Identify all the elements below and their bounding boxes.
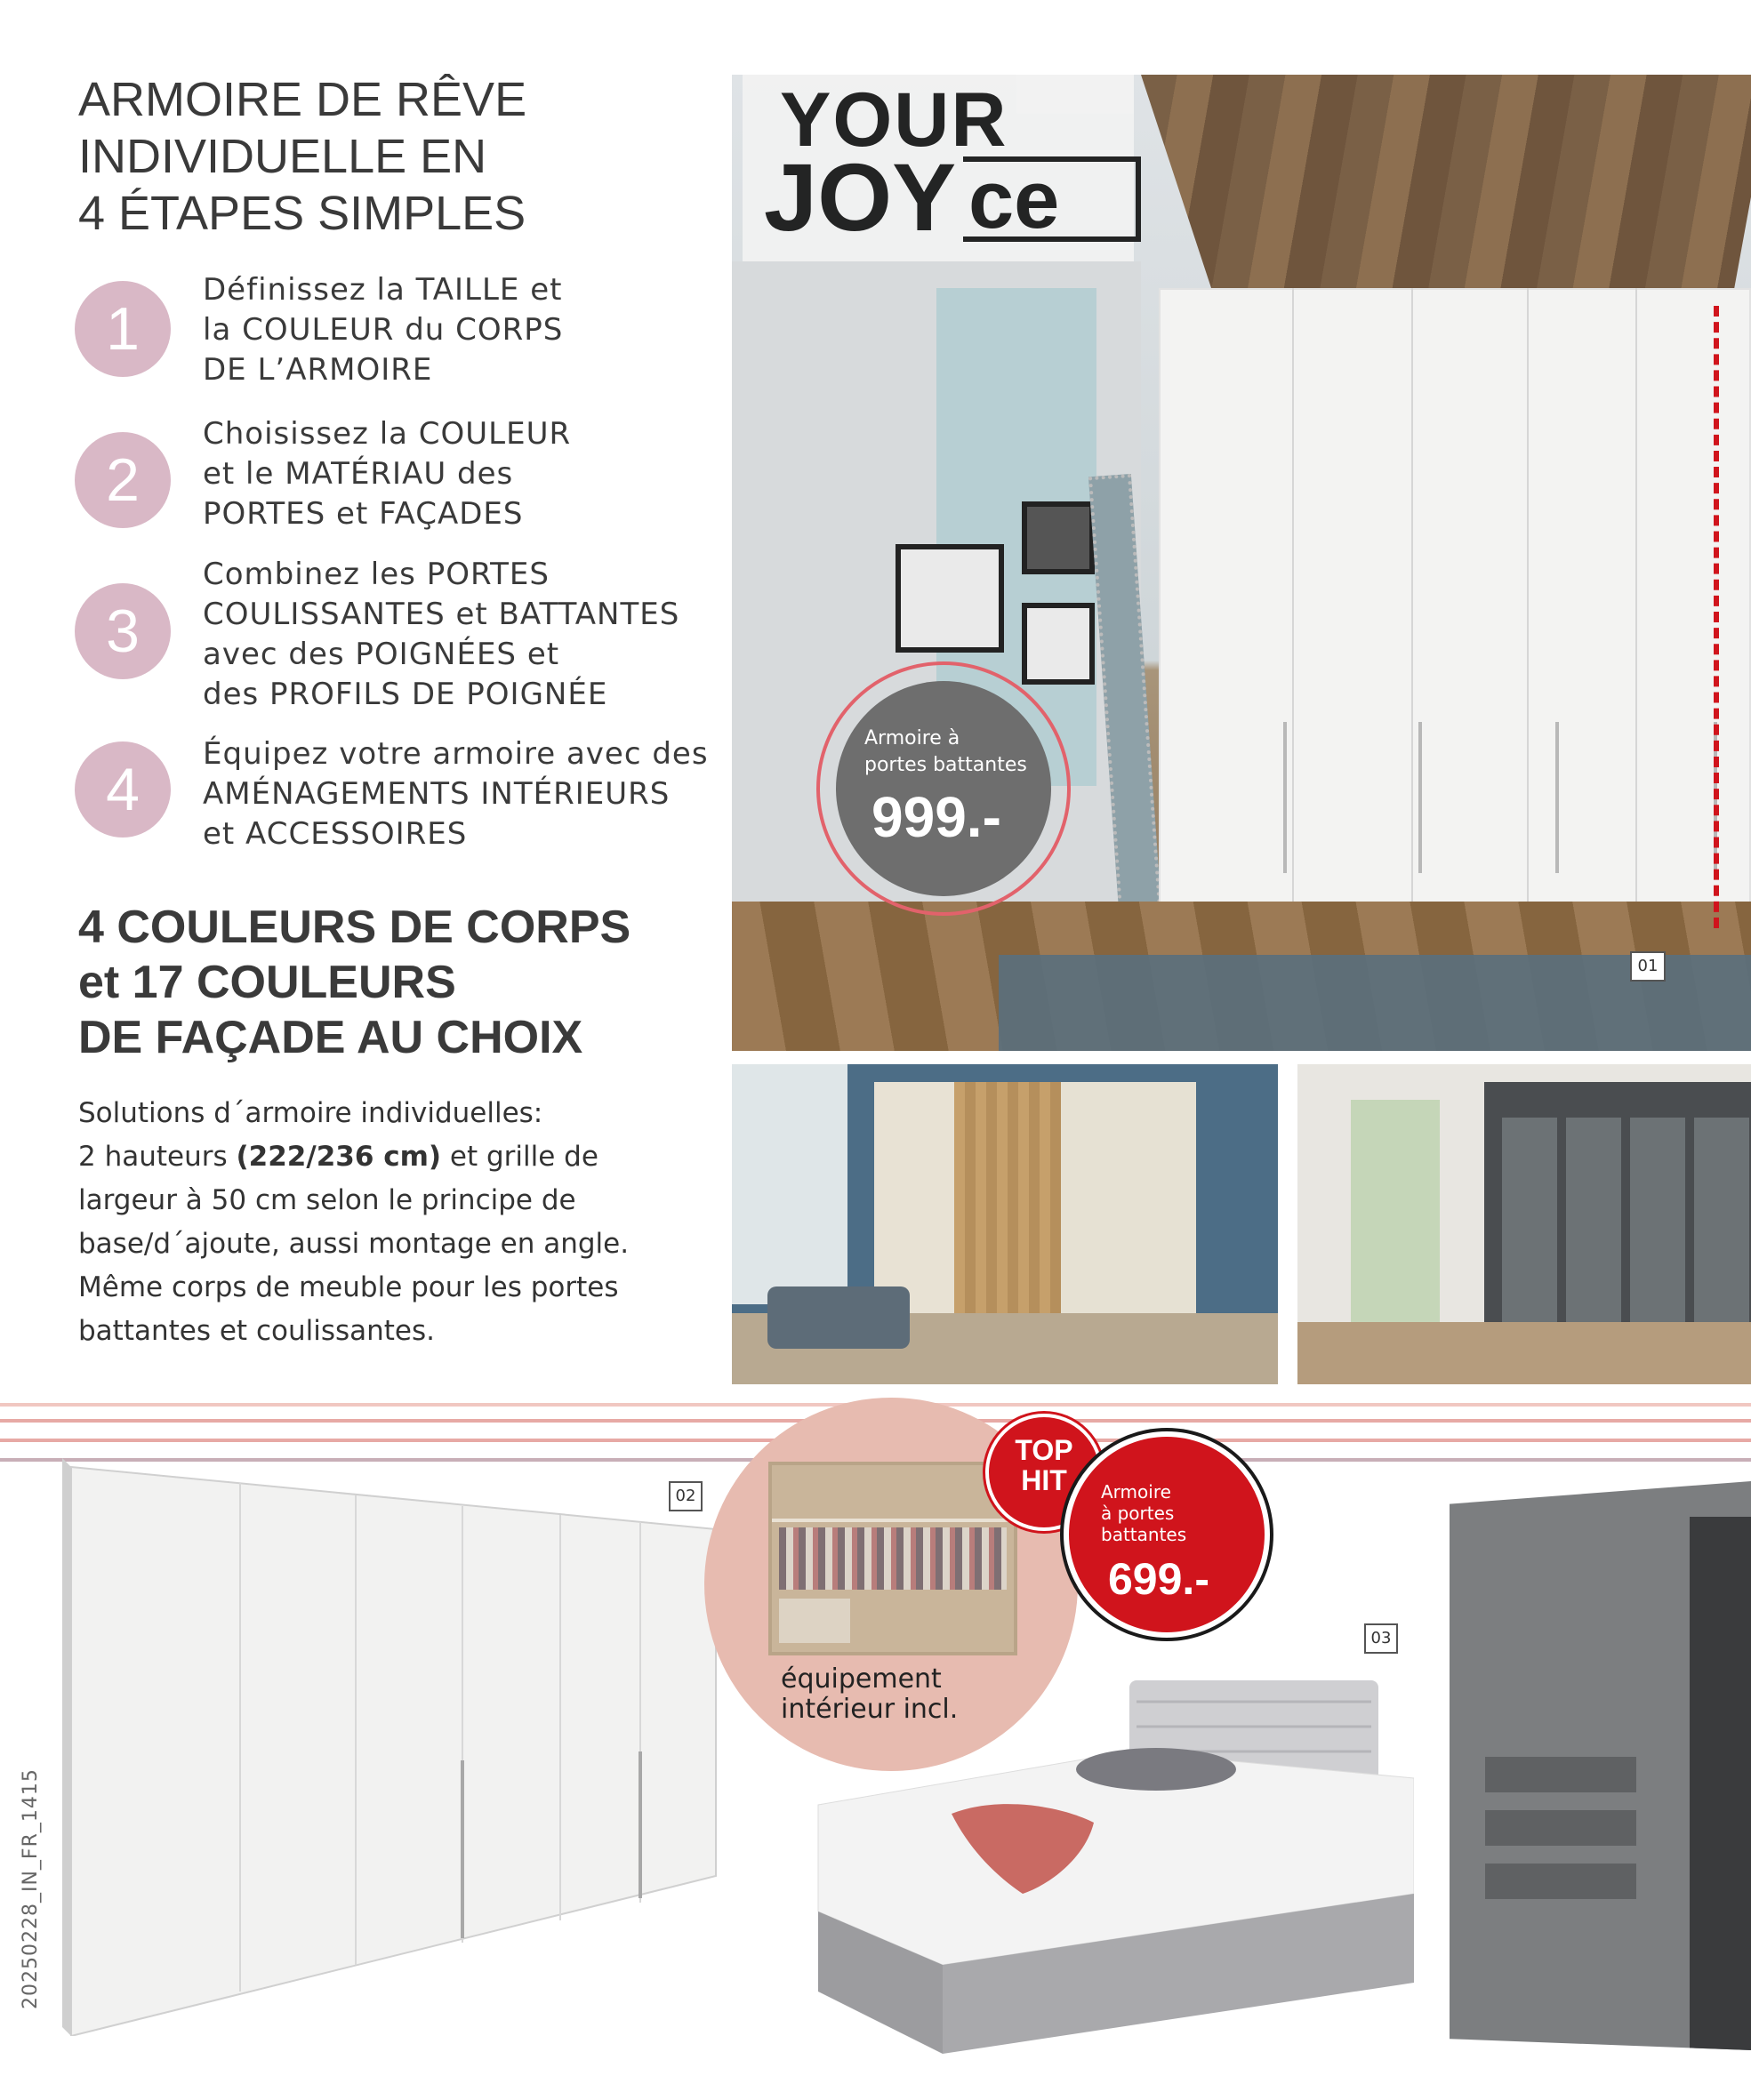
price-label-line: battantes xyxy=(1101,1524,1187,1545)
sliding-wardrobe-photo xyxy=(732,1064,1278,1384)
glass-wardrobe-photo xyxy=(1297,1064,1751,1384)
product-number-tag: 03 xyxy=(1364,1623,1398,1654)
page-title-line: INDIVIDUELLE EN xyxy=(78,130,487,183)
framed-picture xyxy=(1022,603,1095,685)
floor xyxy=(1297,1322,1751,1384)
door-handle xyxy=(1283,722,1287,873)
page-title xyxy=(78,71,665,242)
interior-note-line: intérieur incl. xyxy=(781,1694,959,1725)
description-line: Solutions d´armoire individuelles: xyxy=(78,1097,543,1129)
corner-extension-dashed-line xyxy=(1714,306,1719,928)
description-bold-dimensions: (222/236 cm) xyxy=(236,1141,442,1173)
wardrobe-drawer xyxy=(1485,1810,1636,1846)
step-text-line: Équipez votre armoire avec des xyxy=(203,736,709,772)
your-joyce-logo xyxy=(743,75,1134,261)
product-price-badge xyxy=(1064,1431,1270,1638)
door-seam xyxy=(1411,288,1413,928)
step-text-line: et le MATÉRIAU des xyxy=(203,456,514,492)
step-text-line: avec des POIGNÉES et xyxy=(203,637,560,672)
top-hit-line: TOP xyxy=(1015,1434,1073,1466)
interior-rail xyxy=(772,1519,1014,1522)
top-hit-line: HIT xyxy=(1021,1464,1067,1496)
wardrobe-drawer xyxy=(1485,1864,1636,1899)
interior-drawers xyxy=(779,1599,850,1643)
wardrobe-interior-image xyxy=(768,1462,1017,1655)
description-text: 2 hauteurs xyxy=(78,1141,237,1173)
document-code: 20250228_IN_FR_1415 xyxy=(20,1768,42,2009)
hero-price-value: 999.- xyxy=(871,785,1001,849)
white-wardrobe-product xyxy=(62,1458,725,2036)
hero-bedroom-photo xyxy=(732,75,1751,1051)
step-text-line: AMÉNAGEMENTS INTÉRIEURS xyxy=(203,776,671,812)
white-wardrobe-hero xyxy=(1159,288,1751,928)
sofa xyxy=(767,1286,910,1349)
step-2-text xyxy=(203,414,719,534)
wardrobe-drawer xyxy=(1485,1757,1636,1792)
door-seam xyxy=(1527,288,1529,928)
door-seam xyxy=(1292,288,1294,928)
glass-door xyxy=(1694,1118,1749,1349)
logo-text-your: YOUR xyxy=(780,77,1008,163)
logo-text-ce: ce xyxy=(963,156,1141,242)
description-line: largeur à 50 cm selon le principe de xyxy=(78,1184,576,1216)
price-label-line: Armoire à xyxy=(864,727,960,749)
step-text-line: et ACCESSOIRES xyxy=(203,816,468,852)
window-curtain xyxy=(732,1064,847,1304)
description-line: battantes et coulissantes. xyxy=(78,1315,436,1347)
glass-door xyxy=(1630,1118,1685,1349)
grey-sliding-wardrobe-product xyxy=(1450,1481,1751,2050)
step-3-text xyxy=(203,555,719,715)
description-paragraph xyxy=(78,1092,701,1353)
step-3-number-badge: 3 xyxy=(75,583,171,679)
dark-glass-door xyxy=(1690,1517,1751,2050)
step-2-number-badge: 2 xyxy=(75,432,171,528)
wood-ceiling xyxy=(1141,75,1751,297)
product-number-tag: 01 xyxy=(1630,951,1666,982)
step-4-number-badge: 4 xyxy=(75,741,171,838)
product-number-tag: 02 xyxy=(669,1481,703,1511)
window-view xyxy=(1351,1100,1440,1322)
framed-picture xyxy=(896,544,1004,653)
step-1-number-badge: 1 xyxy=(75,281,171,377)
step-4-text xyxy=(203,734,719,854)
colors-heading-line: 4 COULEURS DE CORPS xyxy=(78,902,631,953)
logo-text-joy: JOY xyxy=(764,143,957,251)
hero-price-badge xyxy=(836,681,1051,896)
hero-price-label xyxy=(864,725,1027,779)
step-text-line: Choisissez la COULEUR xyxy=(203,416,572,452)
price-label-line: portes battantes xyxy=(864,754,1027,776)
description-line xyxy=(78,1135,701,1179)
step-text-line: des PROFILS DE POIGNÉE xyxy=(203,677,608,712)
description-line: Même corps de meuble pour les portes xyxy=(78,1271,619,1303)
bed-pillow xyxy=(1076,1748,1236,1791)
step-text-line: Combinez les PORTES xyxy=(203,557,550,592)
hanging-clothes xyxy=(779,1527,1007,1590)
price-label-line: Armoire xyxy=(1101,1481,1171,1503)
door-handle xyxy=(1555,722,1559,873)
description-line: base/d´ajoute, aussi montage en angle. xyxy=(78,1228,630,1260)
glass-door xyxy=(1502,1118,1557,1349)
step-1-text xyxy=(203,270,719,390)
wardrobe-front xyxy=(71,1467,716,2036)
price-label-line: à portes xyxy=(1101,1503,1175,1524)
page-title-line: 4 ÉTAPES SIMPLES xyxy=(78,187,526,240)
colors-heading xyxy=(78,900,701,1065)
description-text: et grille de xyxy=(441,1141,598,1173)
colors-heading-line: DE FAÇADE AU CHOIX xyxy=(78,1012,583,1063)
interior-note-line: équipement xyxy=(781,1663,942,1695)
step-text-line: Définissez la TAILLE et xyxy=(203,272,563,308)
door-handle xyxy=(1418,722,1422,873)
product-price-label xyxy=(1101,1481,1186,1545)
step-text-line: la COULEUR du CORPS xyxy=(203,312,564,348)
step-text-line: DE L’ARMOIRE xyxy=(203,352,433,388)
wardrobe-side xyxy=(62,1458,71,2036)
framed-picture xyxy=(1022,501,1095,574)
door-seam xyxy=(1635,288,1637,928)
product-price-value: 699.- xyxy=(1108,1554,1209,1604)
step-text-line: PORTES et FAÇADES xyxy=(203,496,524,532)
page-title-line: ARMOIRE DE RÊVE xyxy=(78,73,527,126)
boxspring-bed-product xyxy=(800,1671,1414,2072)
step-text-line: COULISSANTES et BATTANTES xyxy=(203,597,680,632)
colors-heading-line: et 17 COULEURS xyxy=(78,957,456,1008)
glass-door xyxy=(1566,1118,1621,1349)
